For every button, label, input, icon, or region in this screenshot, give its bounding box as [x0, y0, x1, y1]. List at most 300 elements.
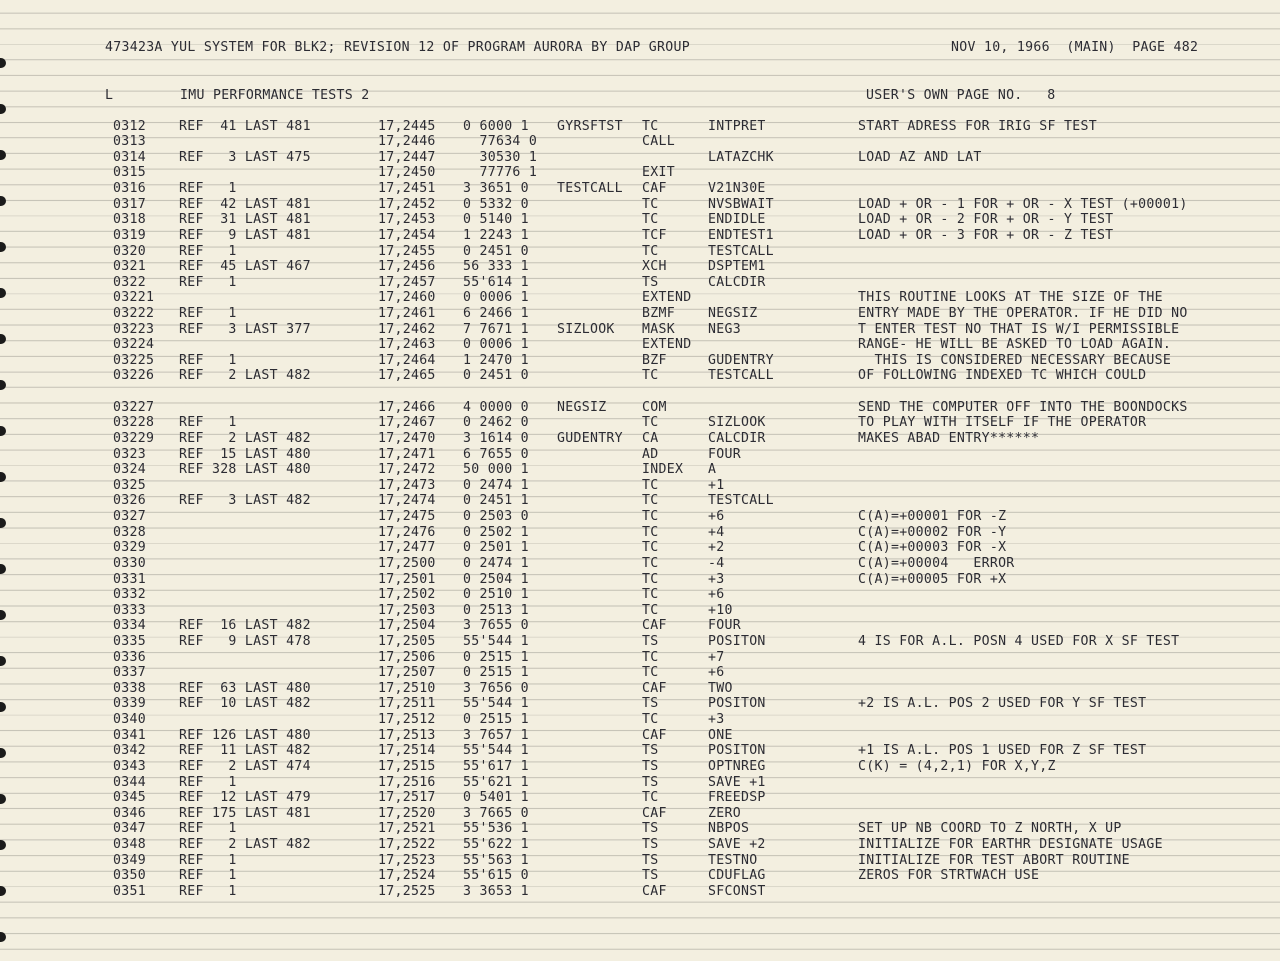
listing-reference: REF 10 LAST 482 — [179, 696, 311, 712]
listing-octal-code: 0 2504 1 — [463, 571, 529, 587]
binder-hole — [0, 840, 6, 850]
listing-line-number: 03227 — [113, 399, 155, 415]
listing-comment: T ENTER TEST NO THAT IS W/I PERMISSIBLE — [858, 321, 1180, 337]
listing-reference: REF 16 LAST 482 — [179, 618, 311, 634]
listing-octal-code: 55'544 1 — [463, 634, 529, 649]
listing-octal-code: 7 7671 1 — [463, 321, 529, 337]
listing-line-number: 0328 — [113, 524, 146, 540]
listing-reference: REF 1 — [179, 181, 237, 196]
listing-line-number: 0351 — [113, 883, 146, 899]
listing-opcode: TC — [642, 524, 659, 540]
listing-address: 17,2473 — [378, 477, 436, 493]
listing-reference: REF 1 — [179, 415, 237, 431]
listing-reference: REF 15 LAST 480 — [179, 446, 311, 462]
listing-opcode: TC — [642, 649, 659, 665]
listing-line-number: 0350 — [113, 868, 146, 884]
listing-octal-code: 55'536 1 — [463, 821, 529, 837]
listing-comment: LOAD + OR - 1 FOR + OR - X TEST (+00001) — [858, 196, 1188, 212]
listing-line-number: 0313 — [113, 134, 146, 150]
listing-opcode: CALL — [642, 134, 675, 150]
listing-octal-code: 1 2243 1 — [463, 227, 529, 243]
listing-line-number: 03229 — [113, 430, 155, 446]
listing-octal-code: 1 2470 1 — [463, 352, 529, 368]
listing-octal-code: 0 0006 1 — [463, 337, 529, 353]
listing-operand: TESTCALL — [708, 243, 774, 259]
listing-address: 17,2507 — [378, 665, 436, 681]
listing-operand: ENDIDLE — [708, 212, 766, 228]
listing-line-number: 03226 — [113, 368, 155, 384]
users-page-number: USER'S OWN PAGE NO. 8 — [866, 88, 1056, 103]
listing-line-number: 0332 — [113, 587, 146, 603]
listing-operand: INTPRET — [708, 118, 766, 134]
listing-address: 17,2514 — [378, 743, 436, 759]
listing-address: 17,2476 — [378, 524, 436, 540]
listing-line-number: 03225 — [113, 352, 155, 368]
listing-octal-code: 0 0006 1 — [463, 290, 529, 306]
listing-address: 17,2524 — [378, 868, 436, 884]
listing-octal-code: 0 2510 1 — [463, 587, 529, 603]
listing-reference: REF 3 LAST 482 — [179, 493, 311, 509]
listing-address: 17,2523 — [378, 852, 436, 868]
listing-reference: REF 2 LAST 482 — [179, 837, 311, 852]
listing-comment: LOAD + OR - 2 FOR + OR - Y TEST — [858, 212, 1114, 228]
listing-line-number: 0331 — [113, 571, 146, 587]
listing-operand: +3 — [708, 712, 725, 728]
listing-comment: ZEROS FOR STRTWACH USE — [858, 868, 1040, 884]
listing-opcode: TC — [642, 196, 659, 212]
listing-octal-code: 55'621 1 — [463, 774, 529, 790]
listing-line-number: 0320 — [113, 243, 146, 259]
listing-operand: +10 — [708, 602, 733, 618]
listing-opcode: CAF — [642, 727, 667, 743]
listing-operand: ONE — [708, 727, 733, 743]
listing-reference: REF 12 LAST 479 — [179, 790, 311, 806]
listing-comment: THIS IS CONSIDERED NECESSARY BECAUSE — [858, 352, 1172, 368]
listing-comment: C(A)=+00002 FOR -Y — [858, 524, 1007, 540]
binder-hole — [0, 518, 6, 528]
listing-line-number: 0327 — [113, 509, 146, 524]
listing-comment: C(A)=+00004 ERROR — [858, 555, 1015, 571]
listing-operand: A — [708, 462, 717, 478]
listing-octal-code: 3 7655 0 — [463, 618, 529, 634]
listing-reference: REF 1 — [179, 352, 237, 368]
listing-address: 17,2506 — [378, 649, 436, 665]
listing-comment: SET UP NB COORD TO Z NORTH, X UP — [858, 821, 1122, 837]
listing-operand: V21N30E — [708, 181, 766, 196]
listing-operand: NEGSIZ — [708, 305, 758, 321]
listing-operand: POSITON — [708, 696, 766, 712]
listing-operand: +2 — [708, 540, 725, 556]
listing-opcode: TC — [642, 587, 659, 603]
listing-address: 17,2452 — [378, 196, 436, 212]
listing-comment: INITIALIZE FOR TEST ABORT ROUTINE — [858, 852, 1130, 868]
listing-line-number: 0314 — [113, 149, 146, 165]
listing-comment: INITIALIZE FOR EARTHR DESIGNATE USAGE — [858, 837, 1163, 852]
listing-octal-code: 0 2515 1 — [463, 649, 529, 665]
listing-octal-code: 0 2451 0 — [463, 368, 529, 384]
listing-reference: REF 11 LAST 482 — [179, 743, 311, 759]
listing-address: 17,2456 — [378, 259, 436, 275]
listing-opcode: TS — [642, 868, 659, 884]
listing-opcode: CAF — [642, 883, 667, 899]
listing-label: NEGSIZ — [557, 399, 607, 415]
listing-operand: +1 — [708, 477, 725, 493]
binder-hole — [0, 380, 6, 390]
listing-octal-code: 0 2474 1 — [463, 477, 529, 493]
listing-octal-code: 55'563 1 — [463, 852, 529, 868]
listing-address: 17,2500 — [378, 555, 436, 571]
listing-octal-code: 3 7665 0 — [463, 805, 529, 821]
listing-opcode: COM — [642, 399, 667, 415]
listing-comment: RANGE- HE WILL BE ASKED TO LOAD AGAIN. — [858, 337, 1172, 353]
listing-address: 17,2447 — [378, 149, 436, 165]
listing-header-title: 473423A YUL SYSTEM FOR BLK2; REVISION 12 OF PROGRAM AURORA BY DAP GROUP — [105, 40, 691, 55]
listing-reference: REF 1 — [179, 868, 237, 884]
listing-address: 17,2525 — [378, 883, 436, 899]
listing-octal-code: 3 7656 0 — [463, 680, 529, 696]
listing-line-number: 0334 — [113, 618, 146, 634]
listing-line-number: 0326 — [113, 493, 146, 509]
listing-line-number: 03224 — [113, 337, 155, 353]
listing-address: 17,2501 — [378, 571, 436, 587]
listing-line-number: 03222 — [113, 305, 155, 321]
listing-comment: LOAD + OR - 3 FOR + OR - Z TEST — [858, 227, 1114, 243]
listing-operand: POSITON — [708, 634, 766, 649]
listing-opcode: TC — [642, 540, 659, 556]
listing-reference: REF 9 LAST 478 — [179, 634, 311, 649]
listing-line-number: 0344 — [113, 774, 146, 790]
listing-address: 17,2477 — [378, 540, 436, 556]
listing-octal-code: 3 3651 0 — [463, 181, 529, 196]
listing-comment: +2 IS A.L. POS 2 USED FOR Y SF TEST — [858, 696, 1147, 712]
listing-opcode: TC — [642, 243, 659, 259]
listing-octal-code: 55'544 1 — [463, 696, 529, 712]
listing-line-number: 0339 — [113, 696, 146, 712]
listing-operand: CDUFLAG — [708, 868, 766, 884]
listing-opcode: XCH — [642, 259, 667, 275]
binder-hole — [0, 932, 6, 942]
listing-label: SIZLOOK — [557, 321, 615, 337]
listing-octal-code: 0 2515 1 — [463, 712, 529, 728]
listing-opcode: TS — [642, 852, 659, 868]
listing-opcode: TC — [642, 790, 659, 806]
listing-opcode: TC — [642, 555, 659, 571]
listing-operand: LATAZCHK — [708, 149, 774, 165]
listing-opcode: TC — [642, 602, 659, 618]
listing-opcode: TS — [642, 774, 659, 790]
listing-opcode: TC — [642, 665, 659, 681]
listing-line-number: 0324 — [113, 462, 146, 478]
listing-address: 17,2510 — [378, 680, 436, 696]
binder-hole — [0, 656, 6, 666]
listing-address: 17,2457 — [378, 274, 436, 290]
listing-operand: NVSBWAIT — [708, 196, 774, 212]
listing-line-number: 0318 — [113, 212, 146, 228]
listing-operand: SIZLOOK — [708, 415, 766, 431]
listing-opcode: EXIT — [642, 165, 675, 181]
listing-line-number: 0323 — [113, 446, 146, 462]
listing-address: 17,2520 — [378, 805, 436, 821]
binder-hole — [0, 58, 6, 68]
listing-line-number: 0346 — [113, 805, 146, 821]
listing-reference: REF 328 LAST 480 — [179, 462, 311, 478]
binder-hole — [0, 564, 6, 574]
listing-line-number: 0319 — [113, 227, 146, 243]
listing-octal-code: 55'544 1 — [463, 743, 529, 759]
listing-line-number: 0338 — [113, 680, 146, 696]
listing-opcode: BZF — [642, 352, 667, 368]
listing-octal-code: 3 7657 1 — [463, 727, 529, 743]
listing-opcode: CAF — [642, 181, 667, 196]
listing-address: 17,2466 — [378, 399, 436, 415]
listing-reference: REF 3 LAST 475 — [179, 149, 311, 165]
listing-address: 17,2454 — [378, 227, 436, 243]
listing-line-number: 0325 — [113, 477, 146, 493]
listing-operand: POSITON — [708, 743, 766, 759]
listing-address: 17,2467 — [378, 415, 436, 431]
listing-opcode: TS — [642, 758, 659, 774]
listing-address: 17,2516 — [378, 774, 436, 790]
listing-opcode: TC — [642, 571, 659, 587]
listing-reference: REF 1 — [179, 774, 237, 790]
listing-address: 17,2450 — [378, 165, 436, 181]
binder-hole — [0, 242, 6, 252]
listing-opcode: TC — [642, 368, 659, 384]
listing-octal-code: 55'615 0 — [463, 868, 529, 884]
binder-hole — [0, 794, 6, 804]
listing-reference: REF 1 — [179, 821, 237, 837]
binder-hole — [0, 288, 6, 298]
listing-address: 17,2463 — [378, 337, 436, 353]
listing-address: 17,2475 — [378, 509, 436, 524]
listing-line-number: 0347 — [113, 821, 146, 837]
listing-reference: REF 9 LAST 481 — [179, 227, 311, 243]
listing-line-number: 0345 — [113, 790, 146, 806]
listing-operand: -4 — [708, 555, 725, 571]
listing-operand: +6 — [708, 509, 725, 524]
listing-reference: REF 42 LAST 481 — [179, 196, 311, 212]
listing-reference: REF 1 — [179, 243, 237, 259]
listing-opcode: TS — [642, 743, 659, 759]
listing-operand: +3 — [708, 571, 725, 587]
listing-octal-code: 77634 0 — [463, 134, 538, 150]
listing-opcode: CAF — [642, 618, 667, 634]
listing-comment: C(A)=+00003 FOR -X — [858, 540, 1007, 556]
listing-octal-code: 0 5401 1 — [463, 790, 529, 806]
listing-line-number: 0335 — [113, 634, 146, 649]
listing-opcode: INDEX — [642, 462, 684, 478]
listing-address: 17,2503 — [378, 602, 436, 618]
listing-reference: REF 175 LAST 481 — [179, 805, 311, 821]
binder-hole — [0, 150, 6, 160]
listing-address: 17,2446 — [378, 134, 436, 150]
listing-operand: FOUR — [708, 618, 741, 634]
listing-address: 17,2512 — [378, 712, 436, 728]
listing-reference: REF 2 LAST 482 — [179, 430, 311, 446]
listing-line-number: 0340 — [113, 712, 146, 728]
listing-line-number: 0322 — [113, 274, 146, 290]
listing-reference: REF 31 LAST 481 — [179, 212, 311, 228]
listing-line-number: 0342 — [113, 743, 146, 759]
listing-operand: +6 — [708, 665, 725, 681]
listing-octal-code: 0 5332 0 — [463, 196, 529, 212]
listing-address: 17,2462 — [378, 321, 436, 337]
listing-address: 17,2465 — [378, 368, 436, 384]
listing-reference: REF 45 LAST 467 — [179, 259, 311, 275]
listing-line-number: 0341 — [113, 727, 146, 743]
listing-reference: REF 41 LAST 481 — [179, 118, 311, 134]
listing-address: 17,2511 — [378, 696, 436, 712]
listing-opcode: TS — [642, 837, 659, 852]
listing-comment: C(A)=+00001 FOR -Z — [858, 509, 1007, 524]
listing-address: 17,2460 — [378, 290, 436, 306]
listing-address: 17,2471 — [378, 446, 436, 462]
listing-opcode: TC — [642, 477, 659, 493]
listing-opcode: CA — [642, 430, 659, 446]
listing-operand: GUDENTRY — [708, 352, 774, 368]
listing-octal-code: 3 1614 0 — [463, 430, 529, 446]
listing-octal-code: 77776 1 — [463, 165, 538, 181]
listing-comment: MAKES ABAD ENTRY****** — [858, 430, 1040, 446]
listing-octal-code: 6 7655 0 — [463, 446, 529, 462]
listing-operand: TESTNO — [708, 852, 758, 868]
listing-line-number: 0315 — [113, 165, 146, 181]
listing-opcode: MASK — [642, 321, 675, 337]
listing-address: 17,2504 — [378, 618, 436, 634]
listing-octal-code: 0 2501 1 — [463, 540, 529, 556]
listing-reference: REF 2 LAST 474 — [179, 758, 311, 774]
listing-operand: ZERO — [708, 805, 741, 821]
listing-line-number: 0333 — [113, 602, 146, 618]
listing-opcode: BZMF — [642, 305, 675, 321]
listing-comment: TO PLAY WITH ITSELF IF THE OPERATOR — [858, 415, 1147, 431]
listing-address: 17,2505 — [378, 634, 436, 649]
listing-reference: REF 2 LAST 482 — [179, 368, 311, 384]
binder-hole — [0, 426, 6, 436]
binder-hole — [0, 748, 6, 758]
listing-octal-code: 0 2503 0 — [463, 509, 529, 524]
listing-reference: REF 63 LAST 480 — [179, 680, 311, 696]
binder-hole — [0, 472, 6, 482]
listing-opcode: TS — [642, 634, 659, 649]
listing-comment: SEND THE COMPUTER OFF INTO THE BOONDOCKS — [858, 399, 1188, 415]
listing-address: 17,2451 — [378, 181, 436, 196]
listing-opcode: EXTEND — [642, 337, 692, 353]
listing-opcode: CAF — [642, 680, 667, 696]
listing-opcode: TC — [642, 493, 659, 509]
listing-line-number: 0337 — [113, 665, 146, 681]
listing-operand: FREEDSP — [708, 790, 766, 806]
listing-line-number: 03223 — [113, 321, 155, 337]
listing-line-number: 0329 — [113, 540, 146, 556]
listing-label: GYRSFTST — [557, 118, 623, 134]
listing-line-number: 0348 — [113, 837, 146, 852]
listing-line-number: 03221 — [113, 290, 155, 306]
listing-address: 17,2472 — [378, 462, 436, 478]
listing-opcode: TC — [642, 415, 659, 431]
listing-operand: ENDTEST1 — [708, 227, 774, 243]
binder-hole — [0, 196, 6, 206]
listing-opcode: TC — [642, 509, 659, 524]
listing-comment: ENTRY MADE BY THE OPERATOR. IF HE DID NO — [858, 305, 1188, 321]
listing-operand: NEG3 — [708, 321, 741, 337]
listing-octal-code: 0 2462 0 — [463, 415, 529, 431]
listing-octal-code: 30530 1 — [463, 149, 538, 165]
listing-address: 17,2513 — [378, 727, 436, 743]
listing-line-number: 0316 — [113, 181, 146, 196]
listing-address: 17,2461 — [378, 305, 436, 321]
listing-operand: NBPOS — [708, 821, 750, 837]
listing-operand: CALCDIR — [708, 274, 766, 290]
listing-operand: TESTCALL — [708, 368, 774, 384]
listing-line-number: 0312 — [113, 118, 146, 134]
listing-comment: OF FOLLOWING INDEXED TC WHICH COULD — [858, 368, 1147, 384]
listing-address: 17,2455 — [378, 243, 436, 259]
listing-operand: FOUR — [708, 446, 741, 462]
listing-operand: DSPTEM1 — [708, 259, 766, 275]
listing-reference: REF 1 — [179, 305, 237, 321]
listing-octal-code: 0 2451 0 — [463, 243, 529, 259]
listing-address: 17,2522 — [378, 837, 436, 852]
listing-octal-code: 4 0000 0 — [463, 399, 529, 415]
listing-opcode: EXTEND — [642, 290, 692, 306]
listing-opcode: TC — [642, 118, 659, 134]
listing-comment: LOAD AZ AND LAT — [858, 149, 982, 165]
listing-octal-code: 56 333 1 — [463, 259, 529, 275]
listing-line-number: 0336 — [113, 649, 146, 665]
listing-octal-code: 0 2451 1 — [463, 493, 529, 509]
listing-line-number: 0330 — [113, 555, 146, 571]
listing-opcode: TS — [642, 821, 659, 837]
listing-octal-code: 0 2513 1 — [463, 602, 529, 618]
listing-line-number: 0321 — [113, 259, 146, 275]
listing-reference: REF 1 — [179, 852, 237, 868]
listing-label: TESTCALL — [557, 181, 623, 196]
listing-octal-code: 55'617 1 — [463, 758, 529, 774]
listing-octal-code: 0 2502 1 — [463, 524, 529, 540]
listing-address: 17,2470 — [378, 430, 436, 446]
binder-hole — [0, 104, 6, 114]
listing-octal-code: 0 2515 1 — [463, 665, 529, 681]
listing-label: GUDENTRY — [557, 430, 623, 446]
listing-reference: REF 1 — [179, 274, 237, 290]
listing-line-number: 03228 — [113, 415, 155, 431]
listing-operand: +7 — [708, 649, 725, 665]
listing-operand: +6 — [708, 587, 725, 603]
binder-hole — [0, 334, 6, 344]
listing-opcode: TCF — [642, 227, 667, 243]
listing-opcode: AD — [642, 446, 659, 462]
binder-hole — [0, 702, 6, 712]
listing-operand: TESTCALL — [708, 493, 774, 509]
listing-marker: L — [105, 88, 114, 103]
listing-line-number: 0317 — [113, 196, 146, 212]
listing-opcode: TC — [642, 712, 659, 728]
listing-line-number: 0349 — [113, 852, 146, 868]
listing-octal-code: 55'622 1 — [463, 837, 529, 852]
listing-octal-code: 55'614 1 — [463, 274, 529, 290]
listing-operand: CALCDIR — [708, 430, 766, 446]
listing-operand: SFCONST — [708, 883, 766, 899]
listing-address: 17,2445 — [378, 118, 436, 134]
listing-reference: REF 126 LAST 480 — [179, 727, 311, 743]
listing-comment: START ADRESS FOR IRIG SF TEST — [858, 118, 1097, 134]
listing-opcode: CAF — [642, 805, 667, 821]
listing-address: 17,2474 — [378, 493, 436, 509]
listing-address: 17,2502 — [378, 587, 436, 603]
listing-reference: REF 1 — [179, 883, 237, 899]
listing-opcode: TS — [642, 274, 659, 290]
